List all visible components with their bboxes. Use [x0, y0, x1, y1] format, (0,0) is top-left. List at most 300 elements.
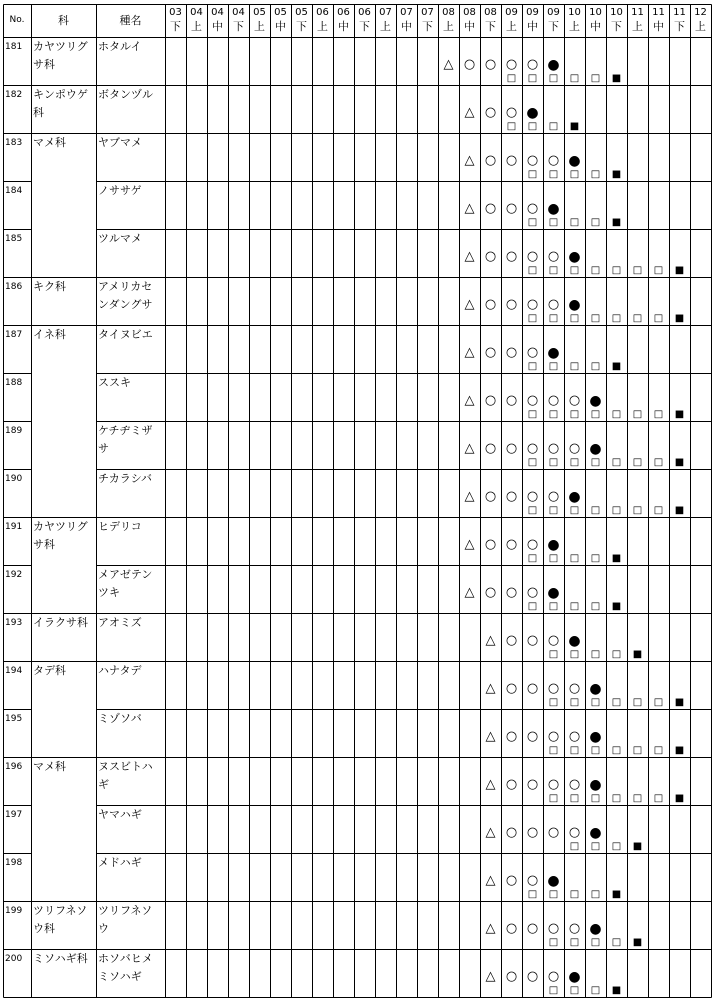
row-number: 193: [5, 618, 23, 628]
bud-mark: △: [485, 633, 496, 648]
fruit-mark: □: [548, 793, 559, 804]
ripe-fruit-mark: ■: [674, 697, 685, 708]
full-bloom-mark: ●: [568, 633, 581, 649]
fruit-mark: □: [548, 601, 559, 612]
fruit-mark: □: [506, 121, 517, 132]
period-part: 上: [632, 20, 643, 33]
fruit-mark: □: [632, 793, 643, 804]
row-number: 187: [5, 330, 23, 340]
flowering-mark: ○: [568, 777, 581, 792]
flowering-mark: ○: [568, 441, 581, 456]
period-part: 下: [422, 20, 433, 33]
period-part: 下: [296, 20, 307, 33]
ripe-fruit-mark: ■: [674, 265, 685, 276]
flowering-mark: ○: [526, 681, 539, 696]
full-bloom-mark: ●: [547, 345, 560, 361]
fruit-mark: □: [569, 457, 580, 468]
period-month: 04: [232, 7, 245, 18]
flowering-mark: ○: [526, 441, 539, 456]
full-bloom-mark: ●: [589, 729, 602, 745]
fruit-mark: □: [527, 601, 538, 612]
fruit-mark: □: [527, 169, 538, 180]
family-name: タデ科: [33, 664, 66, 677]
period-part: 中: [212, 20, 223, 33]
fruit-mark: □: [527, 121, 538, 132]
fruit-mark: □: [569, 553, 580, 564]
fruit-mark: □: [569, 361, 580, 372]
fruit-mark: □: [569, 937, 580, 948]
row-number: 181: [5, 42, 23, 52]
bud-mark: △: [464, 393, 475, 408]
fruit-mark: □: [527, 409, 538, 420]
fruit-mark: □: [548, 697, 559, 708]
ripe-fruit-mark: ■: [674, 505, 685, 516]
period-part: 中: [653, 20, 664, 33]
fruit-mark: □: [632, 745, 643, 756]
fruit-mark: □: [632, 697, 643, 708]
bud-mark: △: [485, 873, 496, 888]
period-month: 06: [337, 7, 350, 18]
period-part: 上: [506, 20, 517, 33]
bud-mark: △: [464, 105, 475, 120]
ripe-fruit-mark: ■: [611, 361, 622, 372]
flowering-mark: ○: [484, 201, 497, 216]
row-number: 184: [5, 186, 23, 196]
full-bloom-mark: ●: [589, 921, 602, 937]
full-bloom-mark: ●: [547, 537, 560, 553]
flowering-mark: ○: [547, 825, 560, 840]
period-month: 07: [400, 7, 413, 18]
fruit-mark: □: [611, 937, 622, 948]
period-part: 中: [464, 20, 475, 33]
flowering-mark: ○: [547, 249, 560, 264]
flowering-mark: ○: [484, 57, 497, 72]
bud-mark: △: [464, 441, 475, 456]
period-part: 中: [401, 20, 412, 33]
flowering-mark: ○: [505, 969, 518, 984]
species-name: ススキ: [98, 376, 131, 389]
fruit-mark: □: [590, 457, 601, 468]
flowering-mark: ○: [568, 393, 581, 408]
bud-mark: △: [485, 777, 496, 792]
bud-mark: △: [464, 537, 475, 552]
fruit-mark: □: [527, 361, 538, 372]
row-number: 192: [5, 570, 23, 580]
species-name: ヌスビトハギ: [98, 760, 153, 791]
fruit-mark: □: [590, 553, 601, 564]
row-number: 183: [5, 138, 23, 148]
flowering-mark: ○: [526, 729, 539, 744]
family-header: 科: [58, 14, 69, 27]
full-bloom-mark: ●: [568, 249, 581, 265]
flowering-mark: ○: [526, 345, 539, 360]
period-month: 11: [673, 7, 686, 18]
fruit-mark: □: [548, 313, 559, 324]
flowering-mark: ○: [484, 249, 497, 264]
fruit-mark: □: [611, 841, 622, 852]
bud-mark: △: [464, 249, 475, 264]
period-month: 08: [463, 7, 476, 18]
row-number: 198: [5, 858, 23, 868]
bud-mark: △: [485, 729, 496, 744]
ripe-fruit-mark: ■: [611, 217, 622, 228]
flowering-mark: ○: [568, 681, 581, 696]
flowering-mark: ○: [505, 201, 518, 216]
full-bloom-mark: ●: [547, 585, 560, 601]
fruit-mark: □: [548, 505, 559, 516]
flowering-mark: ○: [547, 729, 560, 744]
species-name: アオミズ: [98, 616, 142, 629]
full-bloom-mark: ●: [568, 297, 581, 313]
bud-mark: △: [464, 153, 475, 168]
flowering-mark: ○: [505, 873, 518, 888]
flowering-mark: ○: [526, 921, 539, 936]
full-bloom-mark: ●: [547, 873, 560, 889]
species-name: ヤマハギ: [98, 808, 142, 821]
row-number: 197: [5, 810, 23, 820]
fruit-mark: □: [548, 73, 559, 84]
flowering-mark: ○: [568, 825, 581, 840]
row-number: 190: [5, 474, 23, 484]
family-name: ミソハギ科: [33, 952, 88, 965]
species-name: ケチヂミザサ: [98, 424, 153, 455]
fruit-mark: □: [653, 697, 664, 708]
flowering-mark: ○: [484, 489, 497, 504]
row-number: 185: [5, 234, 23, 244]
flowering-mark: ○: [505, 393, 518, 408]
ripe-fruit-mark: ■: [611, 553, 622, 564]
fruit-mark: □: [548, 217, 559, 228]
fruit-mark: □: [569, 793, 580, 804]
flowering-mark: ○: [526, 249, 539, 264]
species-name: チカラシバ: [98, 472, 153, 485]
fruit-mark: □: [611, 793, 622, 804]
species-name: ツルマメ: [98, 232, 142, 245]
flowering-mark: ○: [526, 777, 539, 792]
fruit-mark: □: [611, 409, 622, 420]
bud-mark: △: [464, 297, 475, 312]
flowering-mark: ○: [547, 153, 560, 168]
bud-mark: △: [485, 969, 496, 984]
flowering-mark: ○: [484, 393, 497, 408]
flowering-mark: ○: [568, 729, 581, 744]
flowering-mark: ○: [505, 777, 518, 792]
fruit-mark: □: [590, 313, 601, 324]
family-name: イネ科: [33, 328, 66, 341]
period-month: 06: [316, 7, 329, 18]
fruit-mark: □: [569, 841, 580, 852]
flowering-mark: ○: [505, 633, 518, 648]
ripe-fruit-mark: ■: [674, 457, 685, 468]
family-name: キク科: [33, 280, 66, 293]
fruit-mark: □: [653, 265, 664, 276]
flowering-mark: ○: [505, 921, 518, 936]
row-number: 194: [5, 666, 23, 676]
flowering-mark: ○: [526, 873, 539, 888]
fruit-mark: □: [590, 649, 601, 660]
flowering-mark: ○: [547, 777, 560, 792]
family-name: キンポウゲ科: [33, 88, 88, 119]
fruit-mark: □: [569, 697, 580, 708]
fruit-mark: □: [548, 745, 559, 756]
fruit-mark: □: [569, 313, 580, 324]
fruit-mark: □: [611, 697, 622, 708]
fruit-mark: □: [548, 553, 559, 564]
flowering-mark: ○: [484, 345, 497, 360]
period-month: 10: [610, 7, 623, 18]
period-part: 上: [254, 20, 265, 33]
period-part: 上: [443, 20, 454, 33]
fruit-mark: □: [653, 409, 664, 420]
period-part: 中: [275, 20, 286, 33]
fruit-mark: □: [632, 505, 643, 516]
fruit-mark: □: [590, 73, 601, 84]
bud-mark: △: [464, 489, 475, 504]
flowering-mark: ○: [526, 537, 539, 552]
flowering-mark: ○: [526, 153, 539, 168]
flowering-mark: ○: [505, 57, 518, 72]
period-part: 中: [590, 20, 601, 33]
family-name: カヤツリグサ科: [33, 520, 88, 551]
fruit-mark: □: [590, 841, 601, 852]
flowering-mark: ○: [547, 441, 560, 456]
row-number: 195: [5, 714, 23, 724]
fruit-mark: □: [632, 265, 643, 276]
ripe-fruit-mark: ■: [632, 841, 643, 852]
fruit-mark: □: [548, 361, 559, 372]
family-name: カヤツリグサ科: [33, 40, 88, 71]
flowering-mark: ○: [526, 633, 539, 648]
fruit-mark: □: [548, 937, 559, 948]
flowering-mark: ○: [505, 249, 518, 264]
row-number: 182: [5, 90, 23, 100]
flowering-mark: ○: [526, 585, 539, 600]
ripe-fruit-mark: ■: [611, 985, 622, 996]
ripe-fruit-mark: ■: [611, 889, 622, 900]
flowering-mark: ○: [484, 441, 497, 456]
flowering-mark: ○: [547, 681, 560, 696]
bud-mark: △: [485, 681, 496, 696]
species-name: ツリフネソウ: [98, 904, 153, 935]
species-name: ヒデリコ: [98, 520, 142, 533]
flowering-mark: ○: [484, 585, 497, 600]
fruit-mark: □: [632, 409, 643, 420]
family-name: マメ科: [33, 760, 66, 773]
fruit-mark: □: [653, 505, 664, 516]
species-name: ヤブマメ: [98, 136, 142, 149]
flowering-mark: ○: [526, 393, 539, 408]
flowering-mark: ○: [547, 297, 560, 312]
bud-mark: △: [443, 57, 454, 72]
flowering-mark: ○: [526, 825, 539, 840]
full-bloom-mark: ●: [547, 201, 560, 217]
row-number: 196: [5, 762, 23, 772]
period-part: 下: [170, 20, 181, 33]
flowering-mark: ○: [505, 585, 518, 600]
ripe-fruit-mark: ■: [632, 937, 643, 948]
period-month: 10: [568, 7, 581, 18]
flowering-mark: ○: [505, 537, 518, 552]
fruit-mark: □: [527, 265, 538, 276]
row-number: 186: [5, 282, 23, 292]
family-name: イラクサ科: [33, 616, 88, 629]
fruit-mark: □: [548, 457, 559, 468]
flowering-mark: ○: [505, 105, 518, 120]
flowering-mark: ○: [547, 921, 560, 936]
period-part: 下: [611, 20, 622, 33]
full-bloom-mark: ●: [589, 681, 602, 697]
flowering-mark: ○: [484, 153, 497, 168]
flowering-mark: ○: [505, 441, 518, 456]
full-bloom-mark: ●: [589, 825, 602, 841]
fruit-mark: □: [590, 985, 601, 996]
period-part: 上: [317, 20, 328, 33]
fruit-mark: □: [590, 601, 601, 612]
fruit-mark: □: [548, 169, 559, 180]
species-name: ハナタデ: [98, 664, 142, 677]
fruit-mark: □: [569, 649, 580, 660]
fruit-mark: □: [590, 361, 601, 372]
row-number: 191: [5, 522, 23, 532]
period-part: 上: [569, 20, 580, 33]
fruit-mark: □: [527, 313, 538, 324]
flowering-mark: ○: [505, 345, 518, 360]
row-number: 188: [5, 378, 23, 388]
fruit-mark: □: [569, 601, 580, 612]
fruit-mark: □: [548, 121, 559, 132]
period-month: 04: [190, 7, 203, 18]
family-name: ツリフネソウ科: [33, 904, 88, 935]
fruit-mark: □: [611, 265, 622, 276]
fruit-mark: □: [590, 265, 601, 276]
fruit-mark: □: [632, 457, 643, 468]
full-bloom-mark: ●: [589, 393, 602, 409]
fruit-mark: □: [506, 73, 517, 84]
fruit-mark: □: [569, 169, 580, 180]
fruit-mark: □: [527, 457, 538, 468]
fruit-mark: □: [590, 217, 601, 228]
period-month: 06: [358, 7, 371, 18]
row-number: 189: [5, 426, 23, 436]
period-part: 中: [527, 20, 538, 33]
species-name: タイヌビエ: [98, 328, 153, 341]
bud-mark: △: [485, 825, 496, 840]
species-name: ノササゲ: [98, 184, 142, 197]
fruit-mark: □: [653, 745, 664, 756]
flowering-mark: ○: [526, 57, 539, 72]
fruit-mark: □: [590, 169, 601, 180]
flowering-mark: ○: [484, 105, 497, 120]
ripe-fruit-mark: ■: [611, 73, 622, 84]
ripe-fruit-mark: ■: [674, 409, 685, 420]
ripe-fruit-mark: ■: [611, 169, 622, 180]
flowering-mark: ○: [505, 825, 518, 840]
ripe-fruit-mark: ■: [674, 745, 685, 756]
period-part: 上: [695, 20, 706, 33]
full-bloom-mark: ●: [568, 153, 581, 169]
species-name: ミゾソバ: [98, 712, 142, 725]
full-bloom-mark: ●: [589, 441, 602, 457]
flowering-mark: ○: [547, 633, 560, 648]
flowering-mark: ○: [526, 969, 539, 984]
fruit-mark: □: [590, 745, 601, 756]
fruit-mark: □: [548, 265, 559, 276]
fruit-mark: □: [611, 505, 622, 516]
fruit-mark: □: [569, 505, 580, 516]
period-month: 05: [295, 7, 308, 18]
species-name: アメリカセンダングサ: [98, 280, 153, 311]
species-name: ホソバヒメミソハギ: [98, 952, 153, 983]
ripe-fruit-mark: ■: [569, 121, 580, 132]
period-month: 04: [211, 7, 224, 18]
fruit-mark: □: [527, 505, 538, 516]
fruit-mark: □: [548, 889, 559, 900]
family-name: マメ科: [33, 136, 66, 149]
period-month: 03: [169, 7, 182, 18]
species-header: 種名: [119, 14, 142, 27]
fruit-mark: □: [548, 409, 559, 420]
flowering-mark: ○: [526, 489, 539, 504]
full-bloom-mark: ●: [589, 777, 602, 793]
fruit-mark: □: [653, 793, 664, 804]
period-month: 12: [694, 7, 707, 18]
flowering-mark: ○: [526, 201, 539, 216]
fruit-mark: □: [590, 505, 601, 516]
period-month: 09: [505, 7, 518, 18]
period-part: 上: [380, 20, 391, 33]
bud-mark: △: [464, 345, 475, 360]
period-month: 09: [547, 7, 560, 18]
period-month: 05: [274, 7, 287, 18]
period-month: 08: [442, 7, 455, 18]
fruit-mark: □: [590, 793, 601, 804]
full-bloom-mark: ●: [547, 57, 560, 73]
period-month: 07: [379, 7, 392, 18]
flowering-mark: ○: [484, 297, 497, 312]
fruit-mark: □: [527, 553, 538, 564]
flowering-mark: ○: [505, 681, 518, 696]
ripe-fruit-mark: ■: [674, 793, 685, 804]
row-number: 199: [5, 906, 23, 916]
period-month: 05: [253, 7, 266, 18]
fruit-mark: □: [527, 73, 538, 84]
period-month: 08: [484, 7, 497, 18]
fruit-mark: □: [653, 457, 664, 468]
fruit-mark: □: [569, 409, 580, 420]
full-bloom-mark: ●: [568, 489, 581, 505]
fruit-mark: □: [590, 937, 601, 948]
period-part: 下: [485, 20, 496, 33]
period-month: 11: [652, 7, 665, 18]
species-name: メアゼテンツキ: [98, 568, 153, 599]
fruit-mark: □: [569, 217, 580, 228]
row-number: 200: [5, 954, 23, 964]
period-part: 上: [191, 20, 202, 33]
flowering-mark: ○: [505, 489, 518, 504]
bud-mark: △: [485, 921, 496, 936]
bud-mark: △: [464, 201, 475, 216]
period-month: 11: [631, 7, 644, 18]
fruit-mark: □: [548, 985, 559, 996]
ripe-fruit-mark: ■: [632, 649, 643, 660]
period-month: 07: [421, 7, 434, 18]
fruit-mark: □: [611, 649, 622, 660]
bud-mark: △: [464, 585, 475, 600]
flowering-mark: ○: [547, 393, 560, 408]
ripe-fruit-mark: ■: [611, 601, 622, 612]
fruit-mark: □: [653, 313, 664, 324]
period-month: 09: [526, 7, 539, 18]
